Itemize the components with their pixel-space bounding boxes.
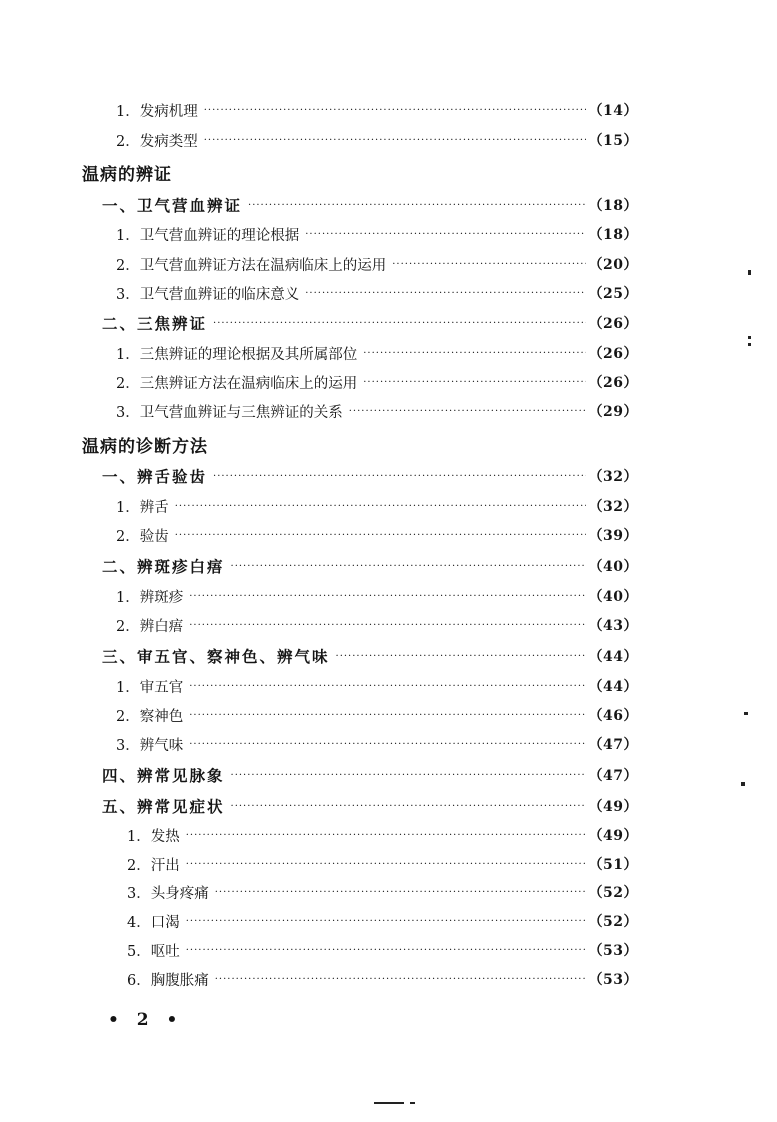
entry-label: 2．发病类型 (116, 133, 198, 150)
entry-label: 3．辨气味 (116, 737, 184, 754)
dot-leader (363, 348, 585, 359)
entry-page: （53） (588, 972, 638, 988)
toc-entry (127, 966, 638, 992)
entry-label: 3．卫气营血辨证的临床意义 (116, 286, 300, 303)
dot-leader (231, 770, 586, 781)
entry-label: 2．卫气营血辨证方法在温病临床上的运用 (116, 257, 387, 274)
entry-label: 2．汗出 (127, 857, 180, 874)
toc-entry (116, 731, 638, 757)
scan-speck (748, 270, 751, 275)
entry-label: 2．验齿 (116, 528, 169, 545)
entry-page: （51） (588, 857, 638, 873)
toc-entry (127, 822, 638, 848)
entry-page: （15） (588, 133, 638, 149)
entry-label: 2．三焦辨证方法在温病临床上的运用 (116, 375, 358, 392)
page-number: • 2 • (108, 1010, 184, 1030)
toc-entry (127, 851, 638, 877)
entry-page: （39） (588, 528, 638, 544)
dot-leader (175, 501, 586, 512)
dot-leader (175, 530, 586, 541)
entry-page: （44） (588, 649, 638, 665)
entry-page: （26） (588, 346, 638, 362)
dot-leader (186, 945, 586, 956)
entry-page: （46） (588, 708, 638, 724)
entry-page: （52） (588, 914, 638, 930)
entry-page: （53） (588, 943, 638, 959)
dot-leader (213, 471, 586, 482)
entry-page: （49） (588, 828, 638, 844)
entry-page: （43） (588, 618, 638, 634)
entry-label: 五、辨常见症状 (102, 797, 225, 816)
entry-page: （32） (588, 499, 638, 515)
entry-page: （40） (588, 559, 638, 575)
toc-entry (102, 310, 638, 336)
dot-leader (231, 801, 586, 812)
entry-label: 1．卫气营血辨证的理论根据 (116, 227, 300, 244)
scan-speck (748, 343, 751, 346)
entry-label: 一、卫气营血辨证 (102, 196, 243, 215)
toc-entry (127, 937, 638, 963)
dot-leader (189, 739, 585, 750)
entry-page: （49） (588, 799, 638, 815)
entry-page: （18） (588, 227, 638, 243)
entry-page: （44） (588, 679, 638, 695)
entry-label: 1．辨舌 (116, 499, 169, 516)
entry-label: 1．发热 (127, 828, 180, 845)
entry-label: 1．审五官 (116, 679, 184, 696)
toc-entry (102, 762, 638, 788)
dot-leader (186, 916, 586, 927)
entry-label: 3．头身疼痛 (127, 885, 209, 902)
entry-page: （47） (588, 737, 638, 753)
entry-label: 5．呕吐 (127, 943, 180, 960)
entry-label: 二、三焦辨证 (102, 314, 208, 333)
entry-page: （26） (588, 316, 638, 332)
entry-page: （29） (588, 404, 638, 420)
entry-page: （14） (588, 103, 638, 119)
entry-page: （47） (588, 768, 638, 784)
toc-entry (116, 280, 638, 306)
scan-speck (741, 782, 745, 786)
toc-entry (116, 369, 638, 395)
entry-page: （26） (588, 375, 638, 391)
dot-leader (204, 105, 586, 116)
entry-label: 2．辨白痦 (116, 618, 184, 635)
dot-leader (189, 620, 585, 631)
toc-entry (116, 583, 638, 609)
toc-entry (102, 643, 638, 669)
toc-entry (116, 221, 638, 247)
dot-leader (349, 406, 586, 417)
toc-entry (116, 340, 638, 366)
entry-page: （52） (588, 885, 638, 901)
entry-page: （18） (588, 198, 638, 214)
toc-entry (116, 398, 638, 424)
dot-leader (336, 651, 586, 662)
dot-leader (305, 288, 585, 299)
entry-page: （40） (588, 589, 638, 605)
entry-label: 4．口渴 (127, 914, 180, 931)
scan-dash (374, 1102, 404, 1104)
section-heading: 温病的诊断方法 (82, 437, 208, 457)
dot-leader (186, 859, 586, 870)
dot-leader (189, 591, 585, 602)
dot-leader (189, 710, 585, 721)
dot-leader (363, 377, 585, 388)
entry-label: 一、辨舌验齿 (102, 467, 208, 486)
toc-entry (116, 97, 638, 123)
toc-entry (127, 908, 638, 934)
dot-leader (305, 229, 585, 240)
dot-leader (213, 318, 586, 329)
dot-leader (204, 135, 586, 146)
entry-label: 2．察神色 (116, 708, 184, 725)
dot-leader (215, 974, 586, 985)
scan-speck (748, 336, 751, 339)
scan-speck (744, 712, 748, 715)
dot-leader (189, 681, 585, 692)
entry-label: 3．卫气营血辨证与三焦辨证的关系 (116, 404, 343, 421)
toc-entry (116, 612, 638, 638)
dot-leader (248, 200, 586, 211)
entry-label: 1．发病机理 (116, 103, 198, 120)
entry-label: 6．胸腹胀痛 (127, 972, 209, 989)
entry-label: 四、辨常见脉象 (102, 766, 225, 785)
toc-entry (102, 463, 638, 489)
dot-leader (231, 561, 586, 572)
toc-entry (116, 522, 638, 548)
entry-label: 1．三焦辨证的理论根据及其所属部位 (116, 346, 358, 363)
entry-label: 二、辨斑疹白痦 (102, 557, 225, 576)
scan-dash (410, 1102, 415, 1104)
toc-entry (102, 553, 638, 579)
entry-page: （25） (588, 286, 638, 302)
dot-leader (186, 830, 586, 841)
toc-entry (116, 127, 638, 153)
entry-label: 1．辨斑疹 (116, 589, 184, 606)
toc-entry (116, 673, 638, 699)
entry-label: 三、审五官、察神色、辨气味 (102, 647, 330, 666)
toc-entry (102, 793, 638, 819)
toc-entry (116, 702, 638, 728)
toc-entry (102, 192, 638, 218)
toc-entry (116, 493, 638, 519)
entry-page: （32） (588, 469, 638, 485)
section-heading: 温病的辨证 (82, 165, 172, 185)
toc-entry (116, 251, 638, 277)
toc-entry (127, 879, 638, 905)
entry-page: （20） (588, 257, 638, 273)
dot-leader (215, 887, 586, 898)
dot-leader (392, 259, 585, 270)
